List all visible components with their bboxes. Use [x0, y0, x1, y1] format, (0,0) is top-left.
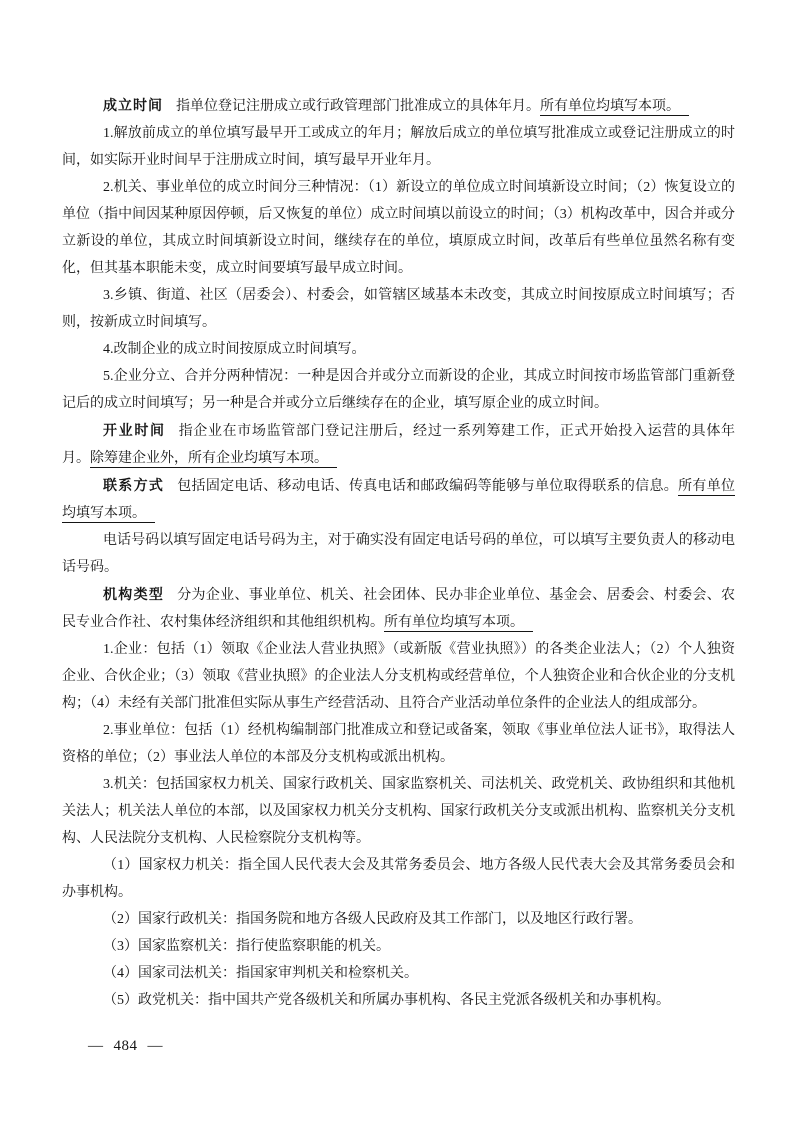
para-subtype-5-zhengdang-jiguan: [62, 987, 735, 1014]
para-dianhua-haoma: [62, 527, 735, 581]
para-subtype-2-xingzheng-jiguan: [62, 906, 735, 933]
definition-text: 包括固定电话、移动电话、传真电话和邮政编码等能够与单位取得联系的信息。: [177, 479, 679, 494]
para-definition-kaiye-shijian: [62, 417, 735, 472]
term-kaiye-shijian: 开业时间: [103, 422, 166, 438]
underlined-note: 所有单位均填写本项。: [62, 479, 736, 521]
para-item-1-jiefang: [62, 120, 735, 174]
paragraph-text: 3.机关：包括国家权力机关、国家行政机关、国家监察机关、司法机关、政党机关、政协组织和其他机关法人；机关法人单位的本部，以及国家权力机关分支机构、国家行政机关分支或派出机构、监察机关分支机构、人民法院分支机构、人民检察院分支机构等。: [62, 777, 735, 846]
paragraph-text: （5）政党机关：指中国共产党各级机关和所属办事机构、各民主党派各级机关和办事机构。: [103, 993, 670, 1008]
underlined-note: 所有单位均填写本项。: [540, 99, 689, 116]
para-definition-chengli-shijian: [62, 92, 735, 120]
para-subtype-3-jiancha-jiguan: [62, 933, 735, 960]
para-item-2-jiguan-shiye: [62, 174, 735, 282]
paragraph-text: 4.改制企业的成立时间按原成立时间填写。: [103, 342, 366, 357]
paragraph-text: 3.乡镇、街道、社区（居委会）、村委会，如管辖区域基本未改变，其成立时间按原成立时间填写；否则，按新成立时间填写。: [62, 288, 735, 330]
para-subtype-1-quanli-jiguan: [62, 852, 735, 906]
paragraph-text: 5.企业分立、合并分两种情况：一种是因合并或分立而新设的企业，其成立时间按市场监管部门重新登记后的成立时间填写；另一种是合并或分立后继续存在的企业，填写原企业的成立时间。: [62, 369, 735, 411]
definition-text: 分为企业、事业单位、机关、社会团体、民办非企业单位、基金会、居委会、村委会、农民专业合作社、农村集体经济组织和其他组织机构。: [62, 588, 736, 630]
term-lianxi-fangshi: 联系方式: [103, 477, 165, 493]
definition-text: 指企业在市场监管部门登记注册后，经过一系列筹建工作，正式开始投入运营的具体年月。: [62, 424, 736, 466]
paragraph-text: 1.企业：包括（1）领取《企业法人营业执照》（或新版《营业执照》）的各类企业法人；（2）个人独资企业、合伙企业；（3）领取《营业执照》的企业法人分支机构或经营单位，个人独资企业和合伙企业的分支机构；（4）未经有关部门批准但实际从事生产经营活动、且符合产业活动单位条件的企业法人的组成部分。: [62, 642, 735, 711]
para-item-4-gaizhi: [62, 336, 735, 363]
paragraph-text: 1.解放前成立的单位填写最早开工或成立的年月；解放后成立的单位填写批准成立或登记注册成立的时间，如实际开业时间早于注册成立时间，填写最早开业年月。: [62, 126, 735, 168]
para-item-3-xiangzhen: [62, 282, 735, 336]
para-type-1-qiye: [62, 636, 735, 717]
paragraph-text: 2.事业单位：包括（1）经机构编制部门批准成立和登记或备案，领取《事业单位法人证书》，取得法人资格的单位；（2）事业法人单位的本部及分支机构或派出机构。: [62, 723, 735, 765]
page-footer: [88, 1033, 163, 1060]
underlined-note: 除筹建企业外，所有企业均填写本项。: [90, 451, 337, 468]
term-jigou-leixing: 机构类型: [103, 586, 165, 602]
paragraph-text: 2.机关、事业单位的成立时间分三种情况：（1）新设立的单位成立时间填新设立时间；（2）恢复设立的单位（指中间因某种原因停顿，后又恢复的单位）成立时间填以前设立的时间；（3）机构改革中，因合并或分立新设的单位，其成立时间填新设立时间，继续存在的单位，填原成立时间，改革后有些单位虽然名称有变化，但其基本职能未变，成立时间要填写最早成立时间。: [62, 180, 735, 276]
para-definition-jigou-leixing: [62, 581, 735, 636]
footer-left-dash: —: [88, 1038, 104, 1054]
underlined-note: 所有单位均填写本项。: [384, 615, 533, 632]
paragraph-text: （4）国家司法机关：指国家审判机关和检察机关。: [103, 966, 418, 981]
page-number: 484: [113, 1038, 138, 1054]
para-definition-lianxi-fangshi: [62, 472, 735, 527]
para-subtype-4-sifa-jiguan: [62, 960, 735, 987]
paragraph-text: 电话号码以填写固定电话号码为主，对于确实没有固定电话号码的单位，可以填写主要负责人的移动电话号码。: [62, 533, 735, 575]
paragraph-text: （2）国家行政机关：指国务院和地方各级人民政府及其工作部门，以及地区行政行署。: [103, 912, 642, 927]
term-chengli-shijian: 成立时间: [103, 97, 163, 113]
footer-right-dash: —: [147, 1038, 163, 1054]
para-type-2-shiye-danwei: [62, 717, 735, 771]
paragraph-text: （1）国家权力机关：指全国人民代表大会及其常务委员会、地方各级人民代表大会及其常务委员会和办事机构。: [62, 858, 735, 900]
definition-text: 指单位登记注册成立或行政管理部门批准成立的具体年月。: [176, 99, 540, 114]
paragraph-text: （3）国家监察机关：指行使监察职能的机关。: [103, 939, 390, 954]
para-type-3-jiguan: [62, 771, 735, 852]
para-item-5-fenli-hebing: [62, 363, 735, 417]
